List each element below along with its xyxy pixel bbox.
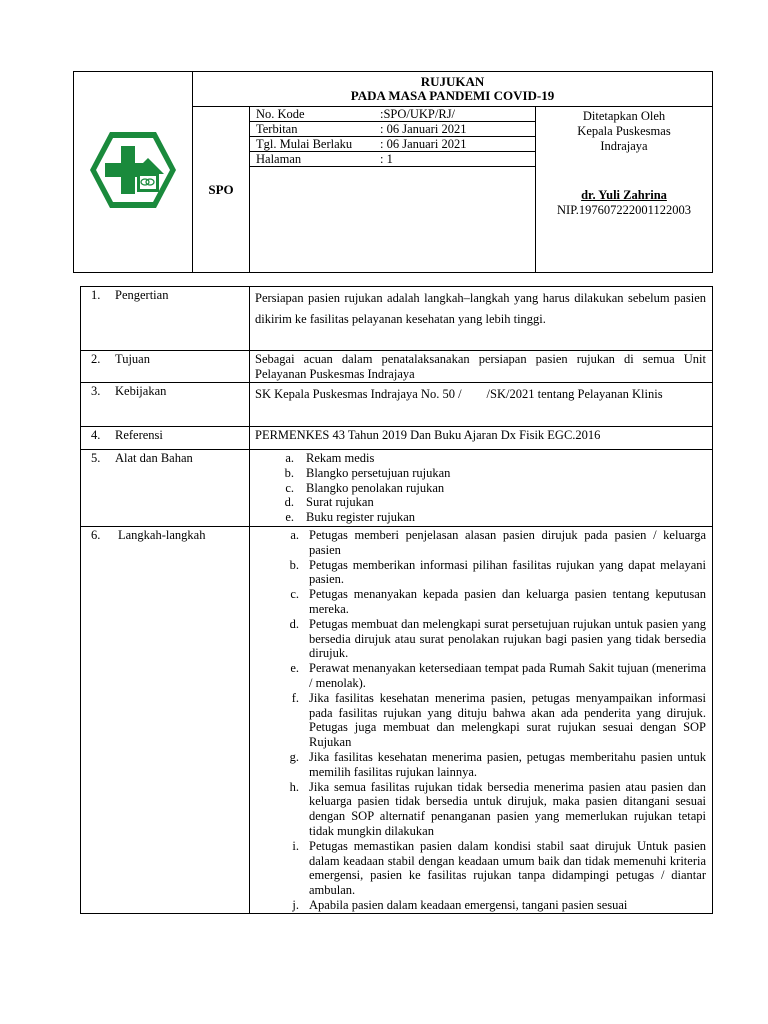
section-number: 3.	[91, 384, 101, 398]
list-item: a. Petugas memberi penjelasan alasan pasien dirujuk pada pasien / keluarga pasien	[290, 528, 706, 557]
info-row-issued	[250, 122, 535, 137]
info-value: : 1	[374, 152, 535, 167]
title-line-1: RUJUKAN	[420, 74, 485, 89]
list-item: c. Blangko penolakan rujukan	[285, 480, 445, 495]
info-row-effective	[250, 137, 535, 152]
list-item: e. Buku register rujukan	[285, 510, 416, 525]
section-label	[81, 351, 250, 383]
section-content: Sebagai acuan dalam penatalaksanakan persiapan pasien rujukan di semua Unit Pelayanan Puskesmas Indrajaya	[250, 351, 713, 383]
info-key: Terbitan	[250, 122, 374, 137]
sign-line-3: Indrajaya	[600, 139, 648, 153]
section-label	[81, 427, 250, 450]
info-value: : 06 Januari 2021	[374, 122, 535, 137]
info-value: : 06 Januari 2021	[374, 137, 535, 152]
list-item: a. Rekam medis	[285, 451, 375, 465]
info-key: No. Kode	[250, 107, 374, 122]
section-number: 1.	[91, 288, 101, 302]
info-key: Tgl. Mulai Berlaku	[250, 137, 374, 152]
list-item: g. Jika fasilitas kesehatan menerima pasien, petugas memberitahu pasien untuk memilih fasilitas rujukan lainnya.	[289, 749, 706, 779]
section-number: 2.	[91, 352, 101, 366]
section-number: 6.	[91, 528, 101, 542]
row-pengertian	[81, 287, 713, 351]
section-title: Alat dan Bahan	[115, 451, 193, 465]
section-content: Persiapan pasien rujukan adalah langkah–langkah yang harus dilakukan sebelum pasien dikirim ke fasilitas pelayanan kesehatan yang lebih tinggi.	[250, 287, 713, 351]
list-item: f. Jika fasilitas kesehatan menerima pasien, petugas menyampaikan informasi pada fasilitas rujukan yang dituju bahwa akan ada penderita yang dirujuk. Petugas juga membuat dan melengkapi surat rujukan sesuai dengan SOP Rujukan	[291, 690, 706, 750]
signature-block	[536, 107, 713, 273]
section-number: 5.	[91, 451, 101, 465]
info-value: :SPO/UKP/RJ/	[374, 107, 535, 122]
row-referensi	[81, 427, 713, 450]
section-content	[250, 450, 713, 527]
materials-list	[255, 451, 706, 525]
list-item: b. Petugas memberikan informasi pilihan fasilitas rujukan yang dapat melayani pasien.	[289, 557, 706, 587]
section-label	[81, 383, 250, 427]
steps-list	[255, 528, 706, 913]
list-item: j. Apabila pasien dalam keadaan emergensi, tangani pasien sesuai	[292, 897, 628, 912]
info-row-code	[250, 107, 535, 122]
title-line-2: PADA MASA PANDEMI COVID-19	[350, 88, 555, 103]
info-key: Halaman	[250, 152, 374, 167]
section-title: Tujuan	[115, 352, 150, 366]
list-item: d. Petugas membuat dan melengkapi surat persetujuan rujukan untuk pasien yang bersedia dirujuk atau surat penolakan rujukan bagi pasien yang tidak bersedia dirujuk.	[289, 616, 706, 661]
list-item: h. Jika semua fasilitas rujukan tidak bersedia menerima pasien atau pasien dan keluarga pasien tidak bersedia untuk dirujuk, maka pasien ditangani sesuai dengan SOP alternatif penanganan pasien yang memerlukan rujukan tetapi tidak mungkin dilakukan	[289, 779, 706, 838]
section-label	[81, 527, 250, 914]
signer-nip: NIP.197607222001122003	[557, 203, 691, 217]
sign-line-1: Ditetapkan Oleh	[582, 109, 666, 123]
row-tujuan	[81, 351, 713, 383]
list-item: b. Blangko persetujuan rujukan	[284, 465, 451, 480]
row-kebijakan	[81, 383, 713, 427]
section-content	[250, 527, 713, 914]
document-info	[250, 107, 536, 273]
section-content: PERMENKES 43 Tahun 2019 Dan Buku Ajaran Dx Fisik EGC.2016	[250, 427, 713, 450]
header-table	[73, 71, 713, 273]
section-title: Pengertian	[115, 288, 169, 302]
row-langkah	[81, 527, 713, 914]
section-number: 4.	[91, 428, 101, 442]
logo-cell	[74, 72, 193, 273]
section-label	[81, 287, 250, 351]
row-alat-bahan	[81, 450, 713, 527]
list-item: i. Petugas memastikan pasien dalam kondisi stabil saat dirujuk Untuk pasien dalam keadaan stabil dengan keadaan umum baik dan tidak memenuhi kriteria emergensi, pasien ke fasilitas rujukan tanpa didampingi petugas / diantar ambulan.	[292, 838, 706, 898]
section-title: Kebijakan	[115, 384, 167, 398]
section-title: Langkah-langkah	[118, 528, 206, 542]
list-item: e. Perawat menanyakan ketersediaan tempat pada Rumah Sakit tujuan (menerima / menolak).	[290, 661, 706, 690]
document-title	[193, 72, 713, 107]
procedure-table	[80, 286, 713, 914]
signer-name: dr. Yuli Zahrina	[581, 188, 667, 202]
section-content: SK Kepala Puskesmas Indrajaya No. 50 / /SK/2021 tentang Pelayanan Klinis	[250, 383, 713, 427]
list-item: d. Surat rujukan	[284, 495, 374, 510]
spo-label: SPO	[193, 107, 250, 273]
section-label	[81, 450, 250, 527]
list-item: c. Petugas menanyakan kepada pasien dan keluarga pasien tentang keputusan mereka.	[290, 587, 706, 616]
section-title: Referensi	[115, 428, 163, 442]
sign-line-2: Kepala Puskesmas	[577, 124, 671, 138]
puskesmas-logo-icon	[88, 130, 178, 210]
info-row-page	[250, 152, 535, 167]
